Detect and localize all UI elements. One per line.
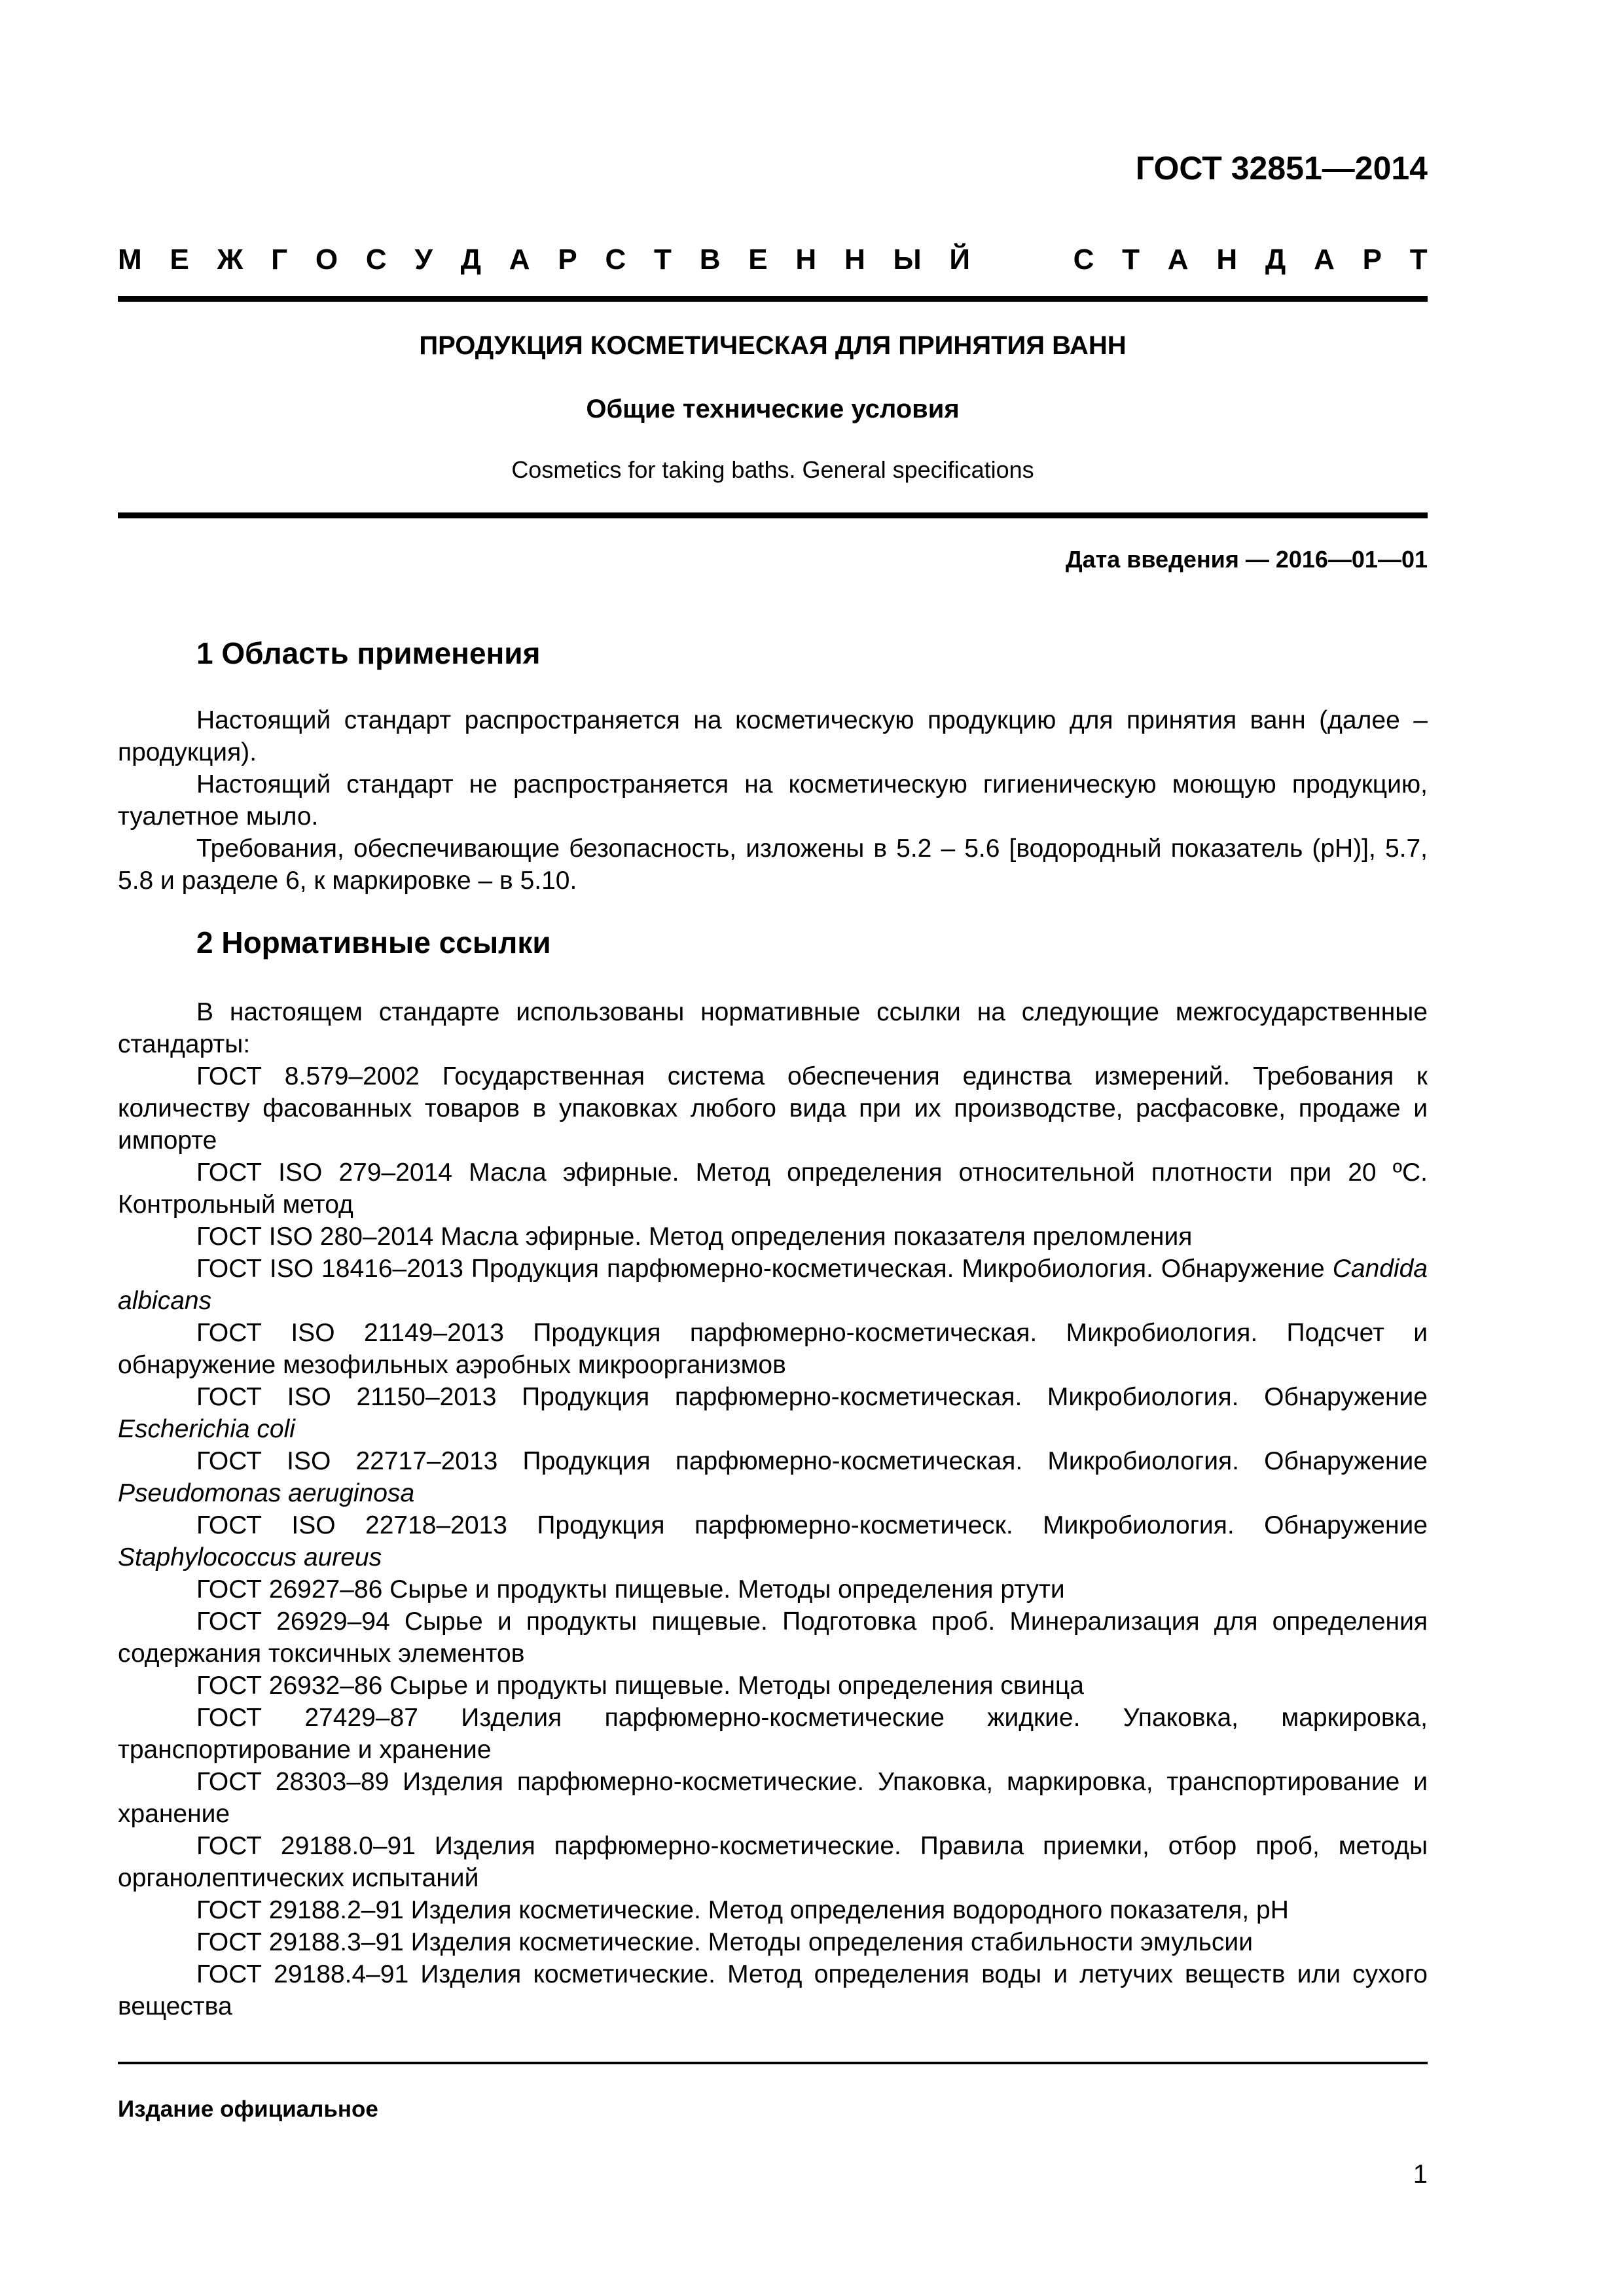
banner-letter: Т bbox=[1122, 243, 1140, 276]
reference-item bbox=[118, 1702, 1428, 1766]
banner-letter: Т bbox=[1409, 243, 1428, 276]
reference-organism-name: Pseudomonas aeruginosa bbox=[118, 1479, 415, 1507]
interstate-standard-banner bbox=[118, 243, 1428, 276]
reference-text: ГОСТ 26929–94 Сырье и продукты пищевые. Подготовка проб. Минерализация для определения содержания токсичных элементов bbox=[118, 1607, 1428, 1668]
banner-letter: С bbox=[1073, 243, 1094, 276]
reference-item bbox=[118, 1157, 1428, 1221]
reference-item bbox=[118, 1766, 1428, 1830]
banner-letter: С bbox=[365, 243, 387, 276]
paragraph: Требования, обеспечивающие безопасность, изложены в 5.2 – 5.6 [водородный показатель (pH)], 5.7, 5.8 и разделе 6, к маркировке – в 5.10. bbox=[118, 834, 1428, 895]
reference-text: ГОСТ ISO 22717–2013 Продукция парфюмерно-косметическая. Микробиология. Обнаружение bbox=[196, 1447, 1428, 1475]
banner-letter: Г bbox=[271, 243, 288, 276]
document-subtitle: Общие технические условия bbox=[586, 395, 960, 423]
section-body-normative-references bbox=[118, 996, 1428, 2022]
paragraph: В настоящем стандарте использованы нормативные ссылки на следующие межгосударственные стандарты: bbox=[118, 998, 1428, 1058]
reference-item bbox=[118, 1958, 1428, 2022]
banner-letter: М bbox=[118, 243, 142, 276]
official-edition-label: Издание официальное bbox=[118, 2096, 378, 2122]
reference-text: ГОСТ ISO 22718–2013 Продукция парфюмерно-косметическ. Микробиология. Обнаружение bbox=[196, 1511, 1428, 1539]
introduction-date: Дата введения — 2016—01—01 bbox=[1065, 546, 1428, 573]
reference-organism-name: Candida albicans bbox=[118, 1255, 1428, 1315]
banner-letter: У bbox=[414, 243, 433, 276]
standard-number: ГОСТ 32851—2014 bbox=[1135, 150, 1428, 187]
paragraph: Настоящий стандарт распространяется на косметическую продукцию для принятия ванн (далее – продукция). bbox=[118, 706, 1428, 766]
reference-text: ГОСТ 29188.2–91 Изделия косметические. Метод определения водородного показателя, pH bbox=[196, 1896, 1289, 1924]
banner-letter: Е bbox=[170, 243, 189, 276]
reference-organism-name: Escherichia coli bbox=[118, 1415, 295, 1443]
reference-item bbox=[118, 1060, 1428, 1157]
reference-text: ГОСТ 26927–86 Сырье и продукты пищевые. Методы определения ртути bbox=[196, 1575, 1065, 1604]
banner-letter: В bbox=[699, 243, 721, 276]
reference-item bbox=[118, 1317, 1428, 1381]
title-rule bbox=[118, 512, 1428, 518]
header-rule bbox=[118, 296, 1428, 302]
banner-letter: Н bbox=[1216, 243, 1238, 276]
page-number: 1 bbox=[1413, 2160, 1428, 2189]
banner-letter: С bbox=[605, 243, 626, 276]
section-body-scope bbox=[118, 704, 1428, 897]
reference-text: ГОСТ 8.579–2002 Государственная система обеспечения единства измерений. Требования к количеству фасованных товаров в упаковках любого вида при их производстве, расфасовке, продаже и импорте bbox=[118, 1062, 1428, 1155]
reference-text: ГОСТ ISO 21150–2013 Продукция парфюмерно-косметическая. Микробиология. Обнаружение bbox=[196, 1383, 1428, 1411]
banner-letter: Ж bbox=[217, 243, 244, 276]
reference-text: ГОСТ 28303–89 Изделия парфюмерно-косметические. Упаковка, маркировка, транспортирование и хранение bbox=[118, 1768, 1428, 1828]
reference-text: ГОСТ ISO 21149–2013 Продукция парфюмерно-косметическая. Микробиология. Подсчет и обнаружение мезофильных аэробных микроорганизмов bbox=[118, 1319, 1428, 1379]
reference-item bbox=[118, 1221, 1428, 1253]
banner-letter: Д bbox=[460, 243, 481, 276]
reference-item bbox=[118, 1926, 1428, 1958]
banner-letter: Р bbox=[558, 243, 577, 276]
banner-letter: Е bbox=[748, 243, 768, 276]
paragraph: Настоящий стандарт не распространяется на косметическую гигиеническую моющую продукцию, туалетное мыло. bbox=[118, 770, 1428, 831]
reference-item bbox=[118, 1445, 1428, 1509]
reference-text: ГОСТ 29188.4–91 Изделия косметические. Метод определения воды и летучих веществ или сухого вещества bbox=[118, 1960, 1428, 2020]
document-title: ПРОДУКЦИЯ КОСМЕТИЧЕСКАЯ ДЛЯ ПРИНЯТИЯ ВАНН bbox=[419, 331, 1127, 360]
banner-letter: А bbox=[509, 243, 530, 276]
reference-item bbox=[118, 1894, 1428, 1926]
banner-letter: Д bbox=[1265, 243, 1286, 276]
reference-organism-name: Staphylococcus aureus bbox=[118, 1543, 382, 1571]
reference-text: ГОСТ 26932–86 Сырье и продукты пищевые. Методы определения свинца bbox=[196, 1672, 1084, 1700]
reference-item bbox=[118, 1605, 1428, 1670]
reference-text: ГОСТ 29188.3–91 Изделия косметические. Методы определения стабильности эмульсии bbox=[196, 1928, 1254, 1956]
reference-text: ГОСТ ISO 279–2014 Масла эфирные. Метод определения относительной плотности при 20 ºС. Контрольный метод bbox=[118, 1158, 1428, 1219]
banner-word-gap bbox=[998, 243, 1045, 276]
banner-letter: А bbox=[1167, 243, 1189, 276]
reference-item bbox=[118, 1573, 1428, 1605]
banner-letter: А bbox=[1314, 243, 1335, 276]
footer-rule bbox=[118, 2062, 1428, 2064]
reference-item bbox=[118, 1670, 1428, 1702]
banner-letter: Н bbox=[795, 243, 817, 276]
banner-letter: Ы bbox=[893, 243, 922, 276]
reference-text: ГОСТ 27429–87 Изделия парфюмерно-косметические жидкие. Упаковка, маркировка, транспортирование и хранение bbox=[118, 1704, 1428, 1764]
banner-letter: Й bbox=[949, 243, 970, 276]
banner-letter: О bbox=[315, 243, 338, 276]
english-title: Cosmetics for taking baths. General specifications bbox=[511, 456, 1034, 483]
reference-item bbox=[118, 1253, 1428, 1317]
reference-text: ГОСТ ISO 18416–2013 Продукция парфюмерно-косметическая. Микробиология. Обнаружение bbox=[196, 1255, 1325, 1283]
section-heading-normative-references: 2 Нормативные ссылки bbox=[196, 925, 551, 960]
banner-letter: Р bbox=[1362, 243, 1382, 276]
reference-text: ГОСТ 29188.0–91 Изделия парфюмерно-косметические. Правила приемки, отбор проб, методы органолептических испытаний bbox=[118, 1832, 1428, 1892]
reference-item bbox=[118, 1830, 1428, 1894]
section-heading-scope: 1 Область применения bbox=[196, 636, 541, 670]
reference-text: ГОСТ ISO 280–2014 Масла эфирные. Метод определения показателя преломления bbox=[196, 1223, 1193, 1251]
reference-item bbox=[118, 1509, 1428, 1573]
reference-item bbox=[118, 1381, 1428, 1445]
banner-letter: Т bbox=[654, 243, 672, 276]
banner-letter: Н bbox=[844, 243, 865, 276]
